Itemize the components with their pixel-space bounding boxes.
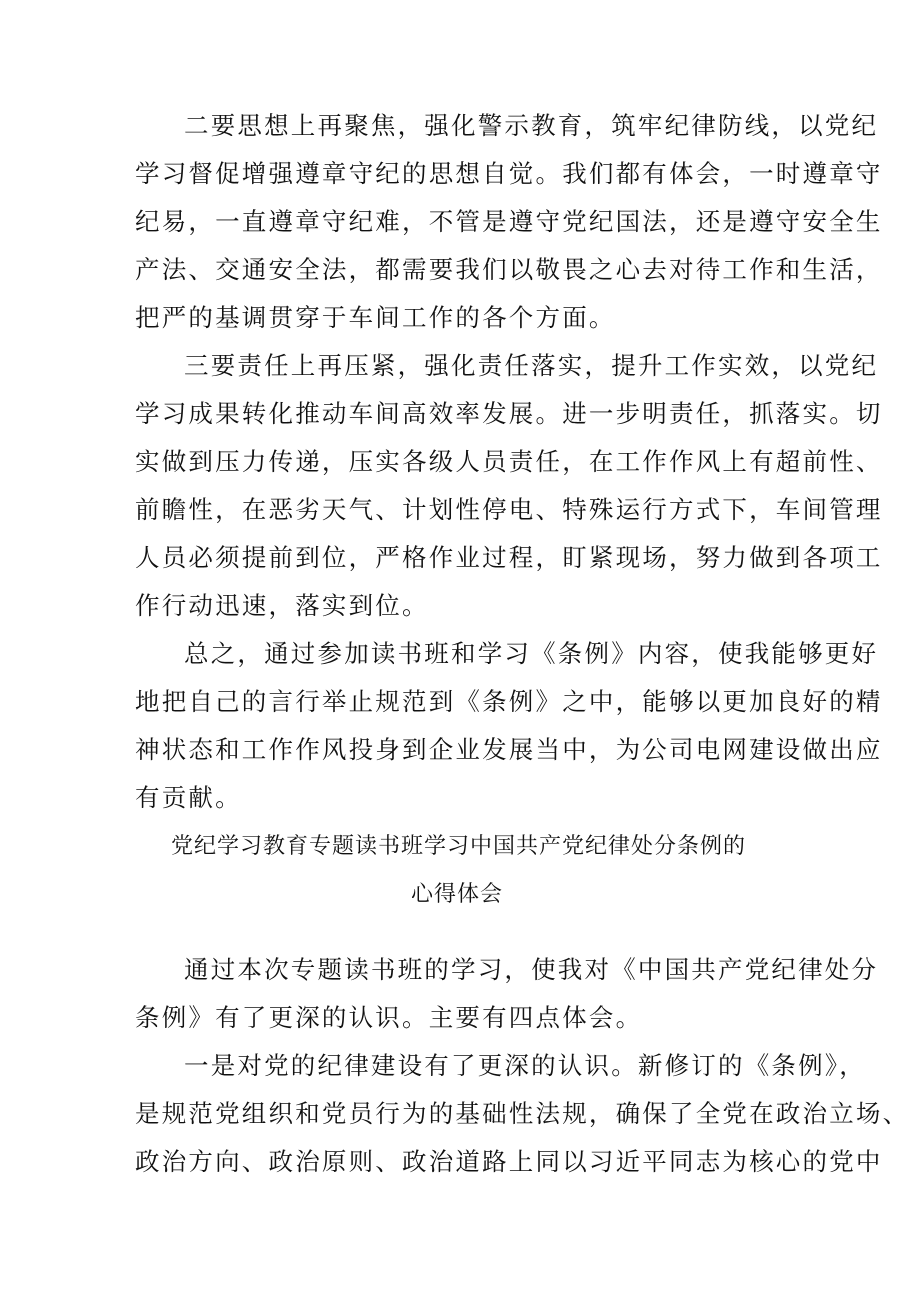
paragraph-4-line-2: 条例》有了更深的认识。主要有四点体会。 [135, 1003, 643, 1032]
paragraph-5-line-2: 是规范党组织和党员行为的基础性法规，确保了全党在政治立场、 [135, 1099, 910, 1128]
section-title-line-2: 心得体会 [411, 882, 504, 907]
paragraph-2-line-5: 人员必须提前到位，严格作业过程，盯紧现场，努力做到各项工 [135, 543, 883, 572]
paragraph-1-line-5: 把严的基调贯穿于车间工作的各个方面。 [135, 303, 616, 332]
section-title-line-1: 党纪学习教育专题读书班学习中国共产党纪律处分条例的 [171, 834, 747, 859]
paragraph-5-line-3: 政治方向、政治原则、政治道路上同以习近平同志为核心的党中 [135, 1147, 883, 1176]
paragraph-2-line-4: 前瞻性，在恶劣天气、计划性停电、特殊运行方式下，车间管理 [135, 495, 883, 524]
paragraph-2-line-2: 学习成果转化推动车间高效率发展。进一步明责任，抓落实。切 [135, 399, 883, 428]
paragraph-3-line-2: 地把自己的言行举止规范到《条例》之中，能够以更加良好的精 [135, 687, 883, 716]
paragraph-2-line-1: 三要责任上再压紧，强化责任落实，提升工作实效，以党纪 [184, 351, 879, 380]
paragraph-4-line-1: 通过本次专题读书班的学习，使我对《中国共产党纪律处分 [184, 955, 879, 984]
paragraph-3-line-3: 神状态和工作作风投身到企业发展当中，为公司电网建设做出应 [135, 735, 883, 764]
paragraph-3-line-4: 有贡献。 [135, 783, 242, 812]
paragraph-5-line-1: 一是对党的纪律建设有了更深的认识。新修订的《条例》， [184, 1051, 866, 1080]
paragraph-1-line-1: 二要思想上再聚焦，强化警示教育，筑牢纪律防线，以党纪 [184, 111, 879, 140]
paragraph-2-line-3: 实做到压力传递，压实各级人员责任，在工作作风上有超前性、 [135, 447, 883, 476]
paragraph-3-line-1: 总之，通过参加读书班和学习《条例》内容，使我能够更好 [184, 639, 879, 668]
paragraph-1-line-2: 学习督促增强遵章守纪的思想自觉。我们都有体会，一时遵章守 [135, 159, 883, 188]
paragraph-2-line-6: 作行动迅速，落实到位。 [135, 591, 429, 620]
paragraph-1-line-4: 产法、交通安全法，都需要我们以敬畏之心去对待工作和生活， [135, 255, 883, 284]
paragraph-1-line-3: 纪易，一直遵章守纪难，不管是遵守党纪国法，还是遵守安全生 [135, 207, 883, 236]
